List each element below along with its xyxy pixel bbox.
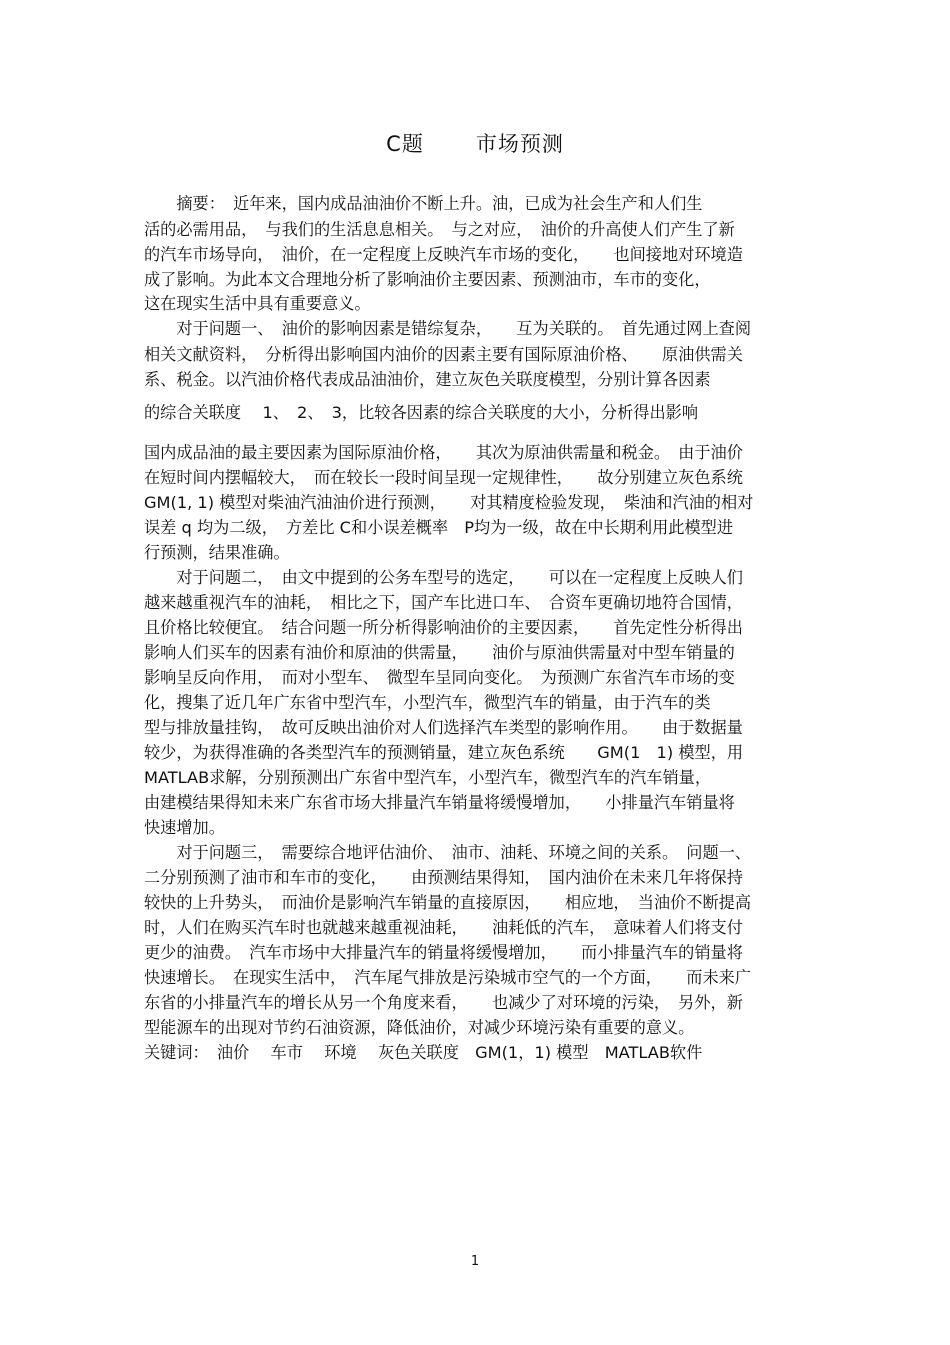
abstract-line: GM(1, 1) 模型对柴油汽油油价进行预测， 对其精度检验发现， 柴油和汽油的相对 bbox=[144, 493, 754, 512]
abstract-line: 较快的上升势头， 而油价是影响汽车销量的直接原因， 相应地， 当油价不断提高 bbox=[144, 893, 752, 912]
page-number: 1 bbox=[470, 1254, 480, 1269]
abstract-line: 相关文献资料， 分析得出影响国内油价的因素主要有国际原油价格、 原油供需关 bbox=[144, 345, 743, 364]
abstract-line: 快速增加。 bbox=[144, 818, 225, 837]
abstract-line: 较少，为获得准确的各类型汽车的预测销量，建立灰色系统 GM(1 1) 模型，用 bbox=[144, 743, 744, 762]
abstract-line: 化，搜集了近几年广东省中型汽车，小型汽车，微型汽车的销量，由于汽车的类 bbox=[144, 693, 711, 712]
abstract-line: 行预测，结果准确。 bbox=[144, 543, 290, 562]
abstract-line: 系、税金。以汽油价格代表成品油油价，建立灰色关联度模型，分别计算各因素 bbox=[144, 370, 711, 389]
page-title bbox=[0, 128, 950, 158]
abstract-line: 成了影响。为此本文合理地分析了影响油价主要因素、预测油市，车市的变化， bbox=[144, 270, 711, 289]
keywords-line: 关键词： 油价 车市 环境 灰色关联度 GM(1，1) 模型 MATLAB软件 bbox=[144, 1043, 703, 1062]
abstract-line: 国内成品油的最主要因素为国际原油价格， 其次为原油供需量和税金。 由于油价 bbox=[144, 443, 743, 462]
abstract-line: 且价格比较便宜。 结合问题一所分析得影响油价的主要因素， 首先定性分析得出 bbox=[144, 618, 743, 637]
abstract-line: 型与排放量挂钩， 故可反映出油价对人们选择汽车类型的影响作用。 由于数据量 bbox=[144, 718, 743, 737]
abstract-line: 二分别预测了油市和车市的变化， 由预测结果得知， 国内油价在未来几年将保持 bbox=[144, 868, 743, 887]
abstract-line: 在短时间内摆幅较大， 而在较长一段时间呈现一定规律性， 故分别建立灰色系统 bbox=[144, 468, 743, 487]
abstract-line: 更少的油费。 汽车市场中大排量汽车的销量将缓慢增加， 而小排量汽车的销量将 bbox=[144, 943, 743, 962]
abstract-line: 对于问题三， 需要综合地评估油价、 油市、油耗、环境之间的关系。 问题一、 bbox=[144, 843, 752, 862]
abstract-line: 快速增长。 在现实生活中， 汽车尾气排放是污染城市空气的一个方面， 而未来广 bbox=[144, 968, 752, 987]
abstract-line: 由建模结果得知未来广东省市场大排量汽车销量将缓慢增加， 小排量汽车销量将 bbox=[144, 793, 735, 812]
abstract-line: 的汽车市场导向， 油价，在一定程度上反映汽车市场的变化， 也间接地对环境造 bbox=[144, 245, 743, 264]
abstract-line: 越来越重视汽车的油耗， 相比之下，国产车比进口车、 合资车更确切地符合国情， bbox=[144, 593, 743, 612]
abstract-line: 误差 q 均为二级， 方差比 C和小误差概率 P均为一级，故在中长期利用此模型进 bbox=[144, 518, 734, 537]
abstract-line: 东省的小排量汽车的增长从另一个角度来看， 也减少了对环境的污染， 另外，新 bbox=[144, 993, 743, 1012]
abstract-line: 对于问题二， 由文中提到的公务车型号的选定， 可以在一定程度上反映人们 bbox=[144, 568, 743, 587]
title-text: 市场预测 bbox=[475, 132, 564, 156]
abstract-line: 摘要： 近年来，国内成品油油价不断上升。油，已成为社会生产和人们生 bbox=[144, 194, 703, 213]
abstract-line: 这在现实生活中具有重要意义。 bbox=[144, 294, 371, 313]
title-label: C题 bbox=[386, 132, 424, 156]
abstract-line: 对于问题一、 油价的影响因素是错综复杂， 互为关联的。 首先通过网上查阅 bbox=[144, 319, 752, 338]
abstract-line: 影响人们买车的因素有油价和原油的供需量， 油价与原油供需量对中型车销量的 bbox=[144, 643, 735, 662]
abstract-line: 时，人们在购买汽车时也就越来越重视油耗， 油耗低的汽车， 意味着人们将支付 bbox=[144, 918, 743, 937]
abstract-line: 影响呈反向作用， 而对小型车、 微型车呈同向变化。 为预测广东省汽车市场的变 bbox=[144, 668, 735, 687]
abstract-line: 活的必需用品， 与我们的生活息息相关。 与之对应， 油价的升高使人们产生了新 bbox=[144, 220, 735, 239]
abstract-line: 的综合关联度 1、 2、 3，比较各因素的综合关联度的大小，分析得出影响 bbox=[144, 403, 699, 422]
abstract-line: MATLAB求解，分别预测出广东省中型汽车，小型汽车，微型汽车的汽车销量， bbox=[144, 768, 712, 787]
abstract-line: 型能源车的出现对节约石油资源，降低油价，对减少环境污染有重要的意义。 bbox=[144, 1018, 695, 1037]
